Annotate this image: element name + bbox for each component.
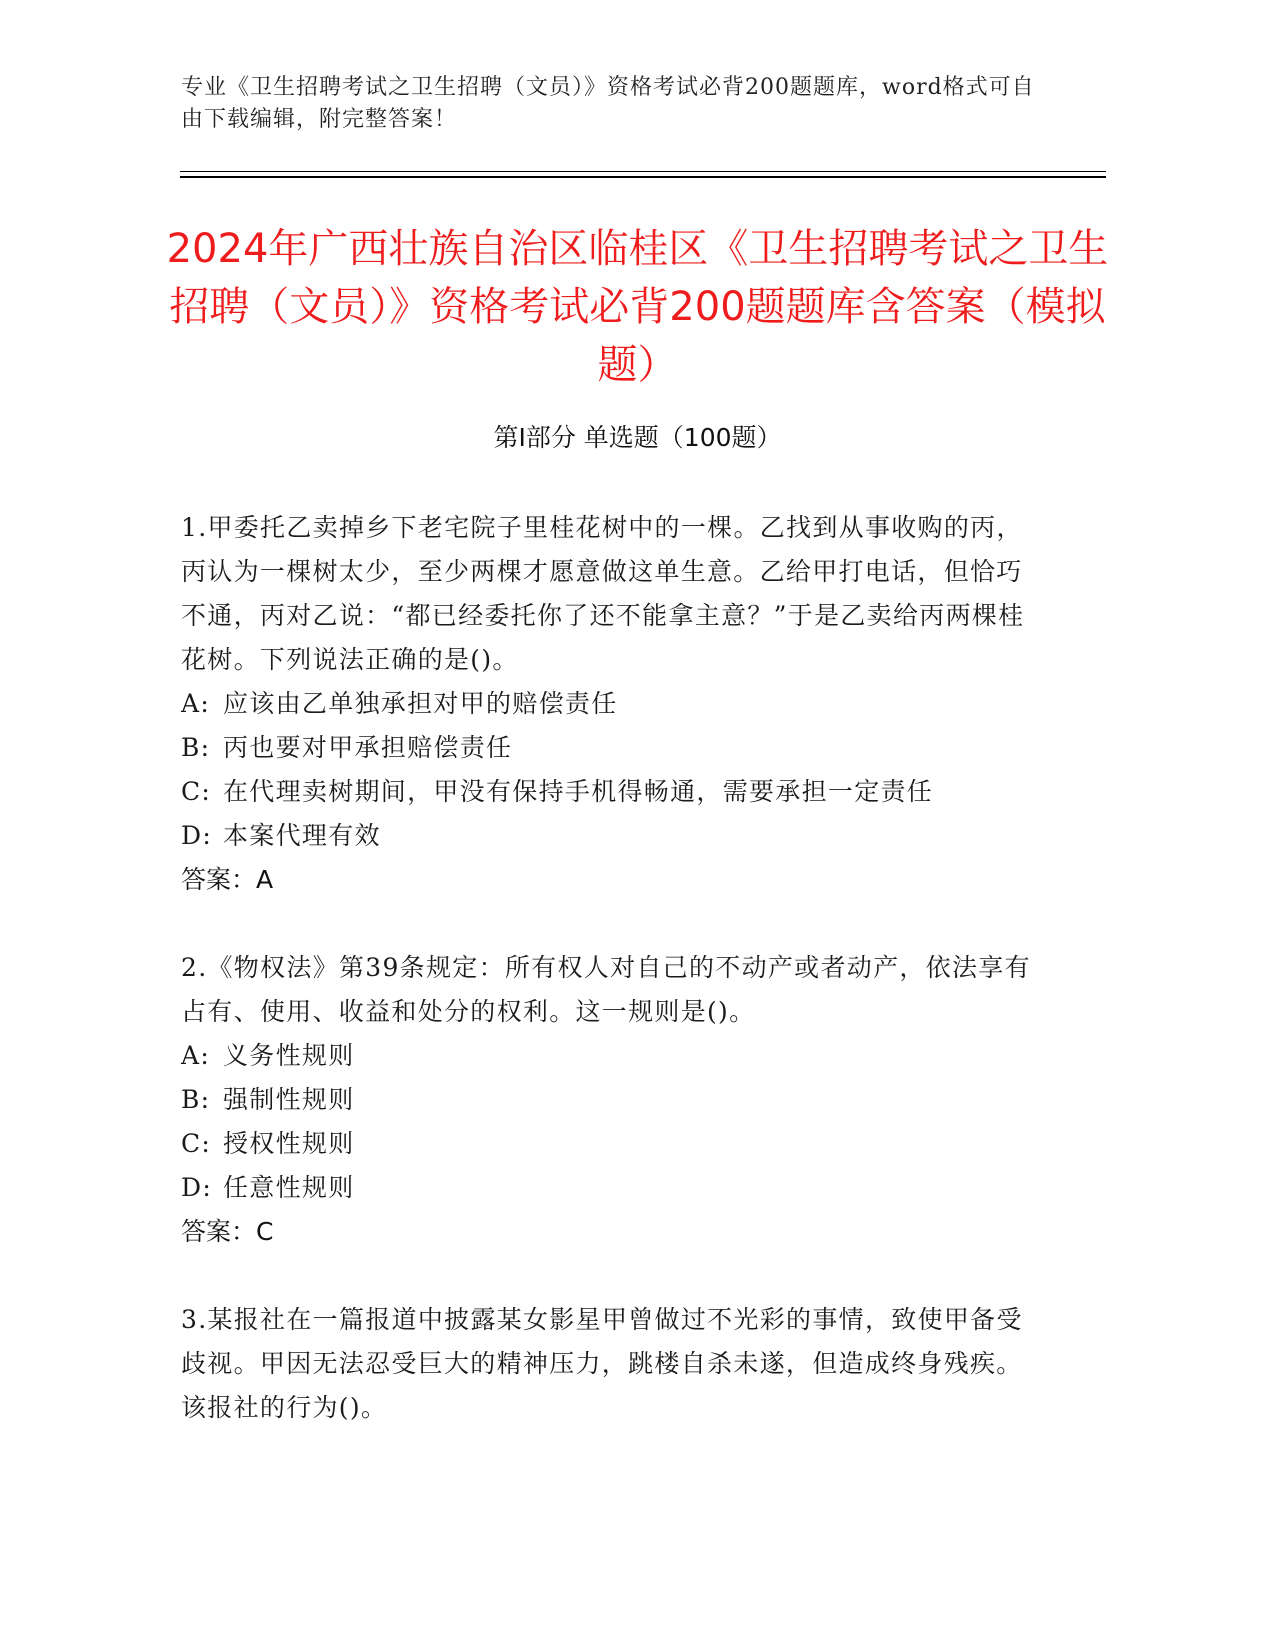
document-title: 2024年广西壮族自治区临桂区《卫生招聘考试之卫生招聘（文员）》资格考试必背200题题库含答案（模拟题）: [166, 226, 1109, 388]
option-a: [181, 1034, 1041, 1078]
option-key: D:: [181, 821, 213, 850]
option-c: [181, 770, 1041, 814]
option-text: 强制性规则: [223, 1085, 355, 1114]
question-stem: 1.甲委托乙卖掉乡下老宅院子里桂花树中的一棵。乙找到从事收购的丙，丙认为一棵树太少，至少两棵才愿意做这单生意。乙给甲打电话，但恰巧不通，丙对乙说：“都已经委托你了还不能拿主意？”于是乙卖给丙两棵桂花树。下列说法正确的是()。: [181, 513, 1025, 674]
question-stem: 3.某报社在一篇报道中披露某女影星甲曾做过不光彩的事情，致使甲备受歧视。甲因无法忍受巨大的精神压力，跳楼自杀未遂，但造成终身残疾。该报社的行为()。: [181, 1305, 1023, 1422]
option-text: 丙也要对甲承担赔偿责任: [223, 733, 513, 762]
option-key: D:: [181, 1173, 213, 1202]
option-d: [181, 814, 1041, 858]
option-c: [181, 1122, 1041, 1166]
option-d: [181, 1166, 1041, 1210]
question-list: [181, 506, 1041, 1474]
option-b: [181, 1078, 1041, 1122]
answer-line: 答案：A: [181, 865, 274, 894]
option-key: A:: [181, 689, 211, 718]
option-text: 义务性规则: [223, 1041, 355, 1070]
option-key: B:: [181, 733, 211, 762]
header-divider-thin: [180, 171, 1106, 172]
option-key: C:: [181, 1129, 212, 1158]
section-heading: 第Ⅰ部分 单选题（100题）: [493, 423, 782, 452]
option-b: [181, 726, 1041, 770]
question-1: [181, 506, 1041, 902]
option-text: 本案代理有效: [223, 821, 381, 850]
option-text: 应该由乙单独承担对甲的赔偿责任: [223, 689, 618, 718]
option-key: C:: [181, 777, 212, 806]
answer-line: 答案：C: [181, 1217, 274, 1246]
question-stem: 2.《物权法》第39条规定：所有权人对自己的不动产或者动产，依法享有占有、使用、收益和处分的权利。这一规则是()。: [181, 953, 1031, 1026]
option-a: [181, 682, 1041, 726]
option-text: 任意性规则: [223, 1173, 355, 1202]
header-note: 专业《卫生招聘考试之卫生招聘（文员）》资格考试必背200题题库，word格式可自由下载编辑，附完整答案！: [181, 75, 1035, 132]
option-key: A:: [181, 1041, 211, 1070]
question-2: [181, 946, 1041, 1254]
option-text: 授权性规则: [223, 1129, 355, 1158]
option-text: 在代理卖树期间，甲没有保持手机得畅通，需要承担一定责任: [223, 777, 934, 806]
header-divider-thick: [180, 176, 1106, 178]
question-3: [181, 1298, 1041, 1430]
option-key: B:: [181, 1085, 211, 1114]
